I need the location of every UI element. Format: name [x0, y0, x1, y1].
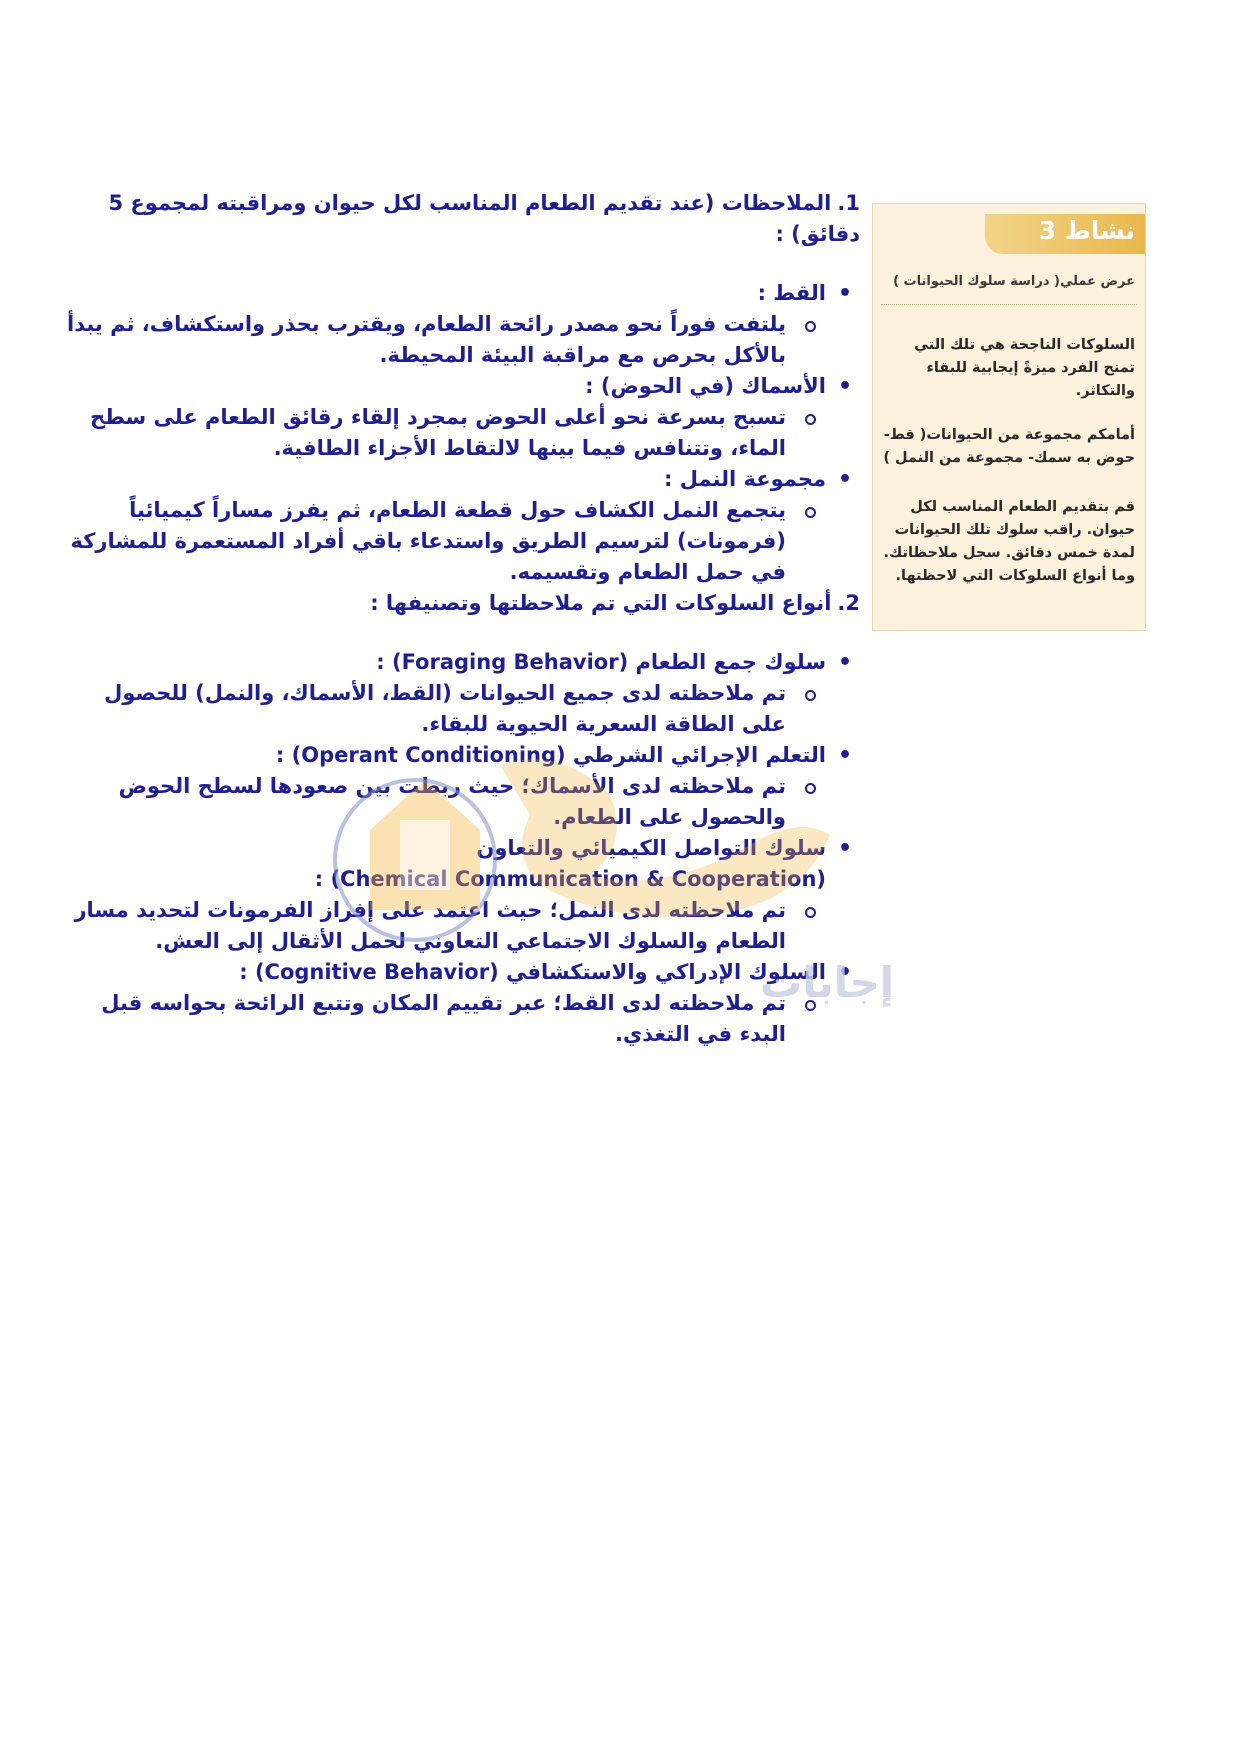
activity-paragraph-1: السلوكات الناجحة هي تلك التي تمنح الفرد ميزةً إيجابية للبقاء والتكاثر.: [914, 337, 1135, 399]
question-1-number: 1.: [837, 191, 860, 215]
list-subitem-fish: تسبح بسرعة نحو أعلى الحوض بمجرد إلقاء رقائق الطعام على سطح الماء، وتتنافس فيما بينها لالتقاط الأجزاء الطافية.: [60, 402, 860, 464]
list-subitem-cat: يلتفت فوراً نحو مصدر رائحة الطعام، ويقترب بحذر واستكشاف، ثم يبدأ بالأكل بحرص مع مراقبة البيئة المحيطة.: [60, 309, 860, 371]
list-subitem-ants: يتجمع النمل الكشاف حول قطعة الطعام، ثم يفرز مساراً كيميائياً (فرمونات) لترسيم الطريق واستدعاء باقي أفراد المستعمرة للمشاركة في حمل الطعام وتقسيمه.: [60, 495, 860, 588]
activity-box: [872, 203, 1146, 631]
list-item-foraging: • سلوك جمع الطعام (Foraging Behavior) :: [60, 647, 860, 678]
list-subitem-operant: تم ملاحظته لدى الأسماك؛ حيث ربطت بين صعودها لسطح الحوض والحصول على الطعام.: [60, 771, 860, 833]
watermark-text: إجابات: [760, 958, 895, 1007]
answers-block: [60, 188, 860, 1050]
list-subitem-cognitive: تم ملاحظته لدى القط؛ عبر تقييم المكان وتتبع الرائحة بحواسه قبل البدء في التغذي.: [60, 988, 860, 1050]
question-2-text: أنواع السلوكات التي تم ملاحظتها وتصنيفها :: [370, 591, 832, 615]
list-item-cat: • القط :: [60, 278, 860, 309]
question-2-heading: [60, 588, 860, 619]
question-2-number: 2.: [837, 591, 860, 615]
list-item-chemical: • سلوك التواصل الكيميائي والتعاون (Chemical Communication & Cooperation) :: [60, 833, 860, 895]
activity-header: [985, 214, 1145, 254]
list-subitem-chemical: تم ملاحظته لدى النمل؛ حيث اعتمد على إفراز الفرمونات لتحديد مسار الطعام والسلوك الاجتماعي التعاوني لحمل الأثقال إلى العش.: [60, 895, 860, 957]
list-item-ants: • مجموعة النمل :: [60, 464, 860, 495]
list-subitem-foraging: تم ملاحظته لدى جميع الحيوانات (القط، الأسماك، والنمل) للحصول على الطاقة السعرية الحيوية للبقاء.: [60, 678, 860, 740]
activity-paragraph-3: قم بتقديم الطعام المناسب لكل حيوان. راقب سلوك تلك الحيوانات لمدة خمس دقائق. سجل ملاحظاتك. وما أنواع السلوكات التي لاحظتها.: [883, 499, 1135, 584]
question-1-text: الملاحظات (عند تقديم الطعام المناسب لكل حيوان ومراقبته لمجموع 5 دقائق) :: [108, 191, 860, 246]
list-item-operant: • التعلم الإجرائي الشرطي (Operant Conditioning) :: [60, 740, 860, 771]
question-1-heading: [60, 188, 860, 250]
activity-paragraph-2: أمامكم مجموعة من الحيوانات( قط- حوض به سمك- مجموعة من النمل ): [883, 427, 1135, 466]
activity-subtitle: عرض عملي( دراسة سلوك الحيوانات ): [893, 274, 1135, 289]
list-item-cognitive: • السلوك الإدراكي والاستكشافي (Cognitive Behavior) :: [60, 957, 860, 988]
list-item-fish: • الأسماك (في الحوض) :: [60, 371, 860, 402]
activity-title: نشاط 3: [1038, 216, 1135, 245]
activity-divider: [881, 304, 1137, 305]
